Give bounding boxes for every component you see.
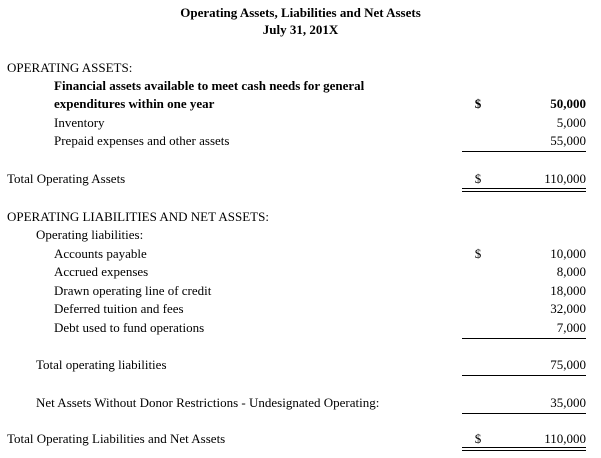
total-assets-amount: 110,000	[544, 171, 586, 186]
liabilities-subtotal-rule	[462, 338, 586, 339]
liability-accounts-payable-amount: 10,000	[550, 246, 586, 261]
net-assets-label: Net Assets Without Donor Restrictions - Undesignated Operating:	[36, 395, 380, 410]
liability-deferred-label: Deferred tuition and fees	[54, 301, 184, 316]
liability-credit-line-amount: 18,000	[550, 283, 586, 298]
asset-financial-label-line1: Financial assets available to meet cash needs for general	[54, 78, 365, 93]
net-assets-rule	[462, 413, 586, 414]
total-assets-label: Total Operating Assets	[7, 171, 126, 186]
liabilities-subheading: Operating liabilities:	[36, 227, 144, 242]
asset-financial-dollar: $	[474, 96, 482, 111]
asset-financial-amount: 50,000	[550, 96, 586, 111]
liability-deferred-amount: 32,000	[550, 301, 586, 316]
net-assets-amount: 35,000	[550, 395, 586, 410]
asset-prepaid-label: Prepaid expenses and other assets	[54, 133, 230, 148]
asset-inventory-amount: 5,000	[556, 115, 586, 130]
asset-inventory-label: Inventory	[54, 115, 105, 130]
liabilities-heading: OPERATING LIABILITIES AND NET ASSETS:	[7, 209, 269, 224]
assets-heading: OPERATING ASSETS:	[7, 60, 133, 75]
total-liabilities-label: Total operating liabilities	[36, 357, 167, 372]
asset-financial-label-line2: expenditures within one year	[54, 96, 215, 111]
liability-debt-label: Debt used to fund operations	[54, 320, 205, 335]
grand-total-double-rule	[462, 447, 586, 451]
total-liabilities-amount: 75,000	[550, 357, 586, 372]
grand-total-label: Total Operating Liabilities and Net Assets	[7, 431, 226, 446]
liability-credit-line-label: Drawn operating line of credit	[54, 283, 212, 298]
liability-accrued-amount: 8,000	[556, 264, 586, 279]
total-assets-double-rule	[462, 188, 586, 192]
grand-total-dollar: $	[474, 431, 482, 446]
statement-title: Operating Assets, Liabilities and Net Assets	[180, 5, 421, 20]
total-assets-dollar: $	[474, 171, 482, 186]
liability-accounts-payable-dollar: $	[474, 246, 482, 261]
total-liabilities-rule	[462, 375, 586, 376]
liability-accounts-payable-label: Accounts payable	[54, 246, 147, 261]
assets-subtotal-rule	[462, 151, 586, 152]
asset-prepaid-amount: 55,000	[550, 133, 586, 148]
statement-date: July 31, 201X	[262, 22, 339, 37]
liability-accrued-label: Accrued expenses	[54, 264, 149, 279]
grand-total-amount: 110,000	[544, 431, 586, 446]
liability-debt-amount: 7,000	[556, 320, 586, 335]
